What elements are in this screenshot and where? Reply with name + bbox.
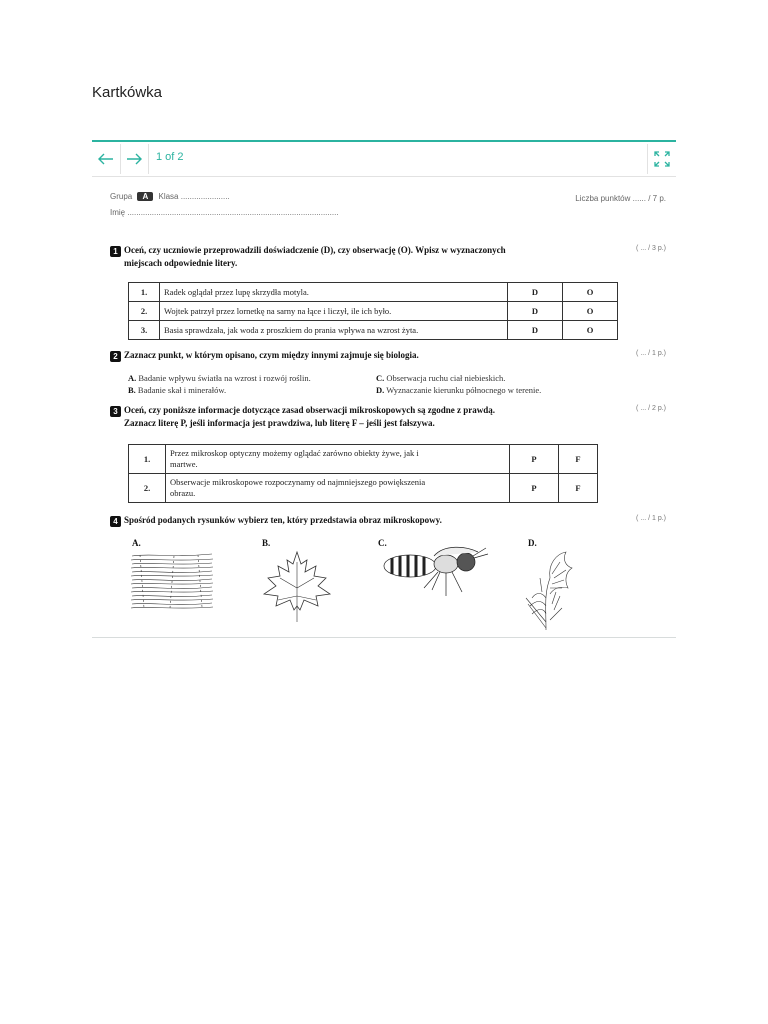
question-number: 1 <box>110 246 121 257</box>
question-4: 4 Spośród podanych rysunków wybierz ten, który przedstawia obraz mikroskopowy. <box>110 514 610 527</box>
question-3-table <box>128 444 598 503</box>
option-b: B. Badanie skał i minerałów. <box>128 385 227 395</box>
arrow-right-icon <box>126 153 142 165</box>
moss-plant-drawing <box>522 548 582 632</box>
wood-fibers-drawing <box>130 550 214 614</box>
question-4-points: ( ... / 1 p.) <box>636 515 666 522</box>
page-title: Kartkówka <box>92 84 163 101</box>
question-1-table <box>128 282 618 340</box>
image-d-label: D. <box>528 538 537 548</box>
image-a-label: A. <box>132 538 141 548</box>
question-3: 3 Oceń, czy poniższe informacje dotyczące zasad obserwacji mikroskopowych są zgodne z prawdą. Zaznacz literę P, jeśli informacja jest prawdziwa, lub literę F – jeśli jest fałszywa. <box>110 404 610 429</box>
page-counter: 1 of 2 <box>156 151 184 163</box>
wasp-drawing <box>380 544 490 604</box>
table-row: 1. Przez mikroskop optyczny możemy oglądać zarówno obiekty żywe, jak i martwe. P F <box>129 445 598 474</box>
arrow-left-icon <box>98 153 114 165</box>
maple-leaf-drawing <box>260 548 334 624</box>
question-2: 2 Zaznacz punkt, w którym opisano, czym między innymi zajmuje się biologia. <box>110 349 610 362</box>
name-field: Imię ............................................................................................... <box>110 208 339 217</box>
viewer-toolbar <box>92 140 676 177</box>
question-1: 1 Oceń, czy uczniowie przeprowadzili doświadczenie (D), czy obserwację (O). Wpisz w wyznaczonych miejscach odpowiednie litery. <box>110 244 610 269</box>
previous-page-button[interactable] <box>92 144 121 174</box>
image-b-label: B. <box>262 538 271 548</box>
option-a: A. Badanie wpływu światła na wzrost i rozwój roślin. <box>128 373 311 383</box>
viewer-bottom-border <box>92 637 676 638</box>
question-number: 3 <box>110 406 121 417</box>
option-c: C. Obserwacja ruchu ciał niebieskich. <box>376 373 506 383</box>
group-badge: A <box>137 192 153 201</box>
table-row: 2. Obserwacje mikroskopowe rozpoczynamy od najmniejszego powiększenia obrazu. P F <box>129 474 598 503</box>
next-page-button[interactable] <box>120 144 149 174</box>
table-row: 1. Radek oglądał przez lupę skrzydła motyla. D O <box>129 283 618 302</box>
document-viewer <box>92 140 676 640</box>
question-3-points: ( ... / 2 p.) <box>636 405 666 412</box>
expand-icon <box>654 151 670 167</box>
question-1-points: ( ... / 3 p.) <box>636 245 666 252</box>
question-2-points: ( ... / 1 p.) <box>636 350 666 357</box>
points-field: Liczba punktów ...... / 7 p. <box>575 194 666 203</box>
image-c-label: C. <box>378 538 387 548</box>
fullscreen-button[interactable] <box>647 144 676 174</box>
option-d: D. Wyznaczanie kierunku północnego w terenie. <box>376 385 542 395</box>
question-number: 4 <box>110 516 121 527</box>
table-row: 2. Wojtek patrzył przez lornetkę na sarny na łące i liczył, ile ich było. D O <box>129 302 618 321</box>
question-number: 2 <box>110 351 121 362</box>
group-field: Grupa A Klasa ...................... <box>110 192 230 201</box>
table-row: 3. Basia sprawdzała, jak woda z proszkiem do prania wpływa na wzrost żyta. D O <box>129 321 618 340</box>
